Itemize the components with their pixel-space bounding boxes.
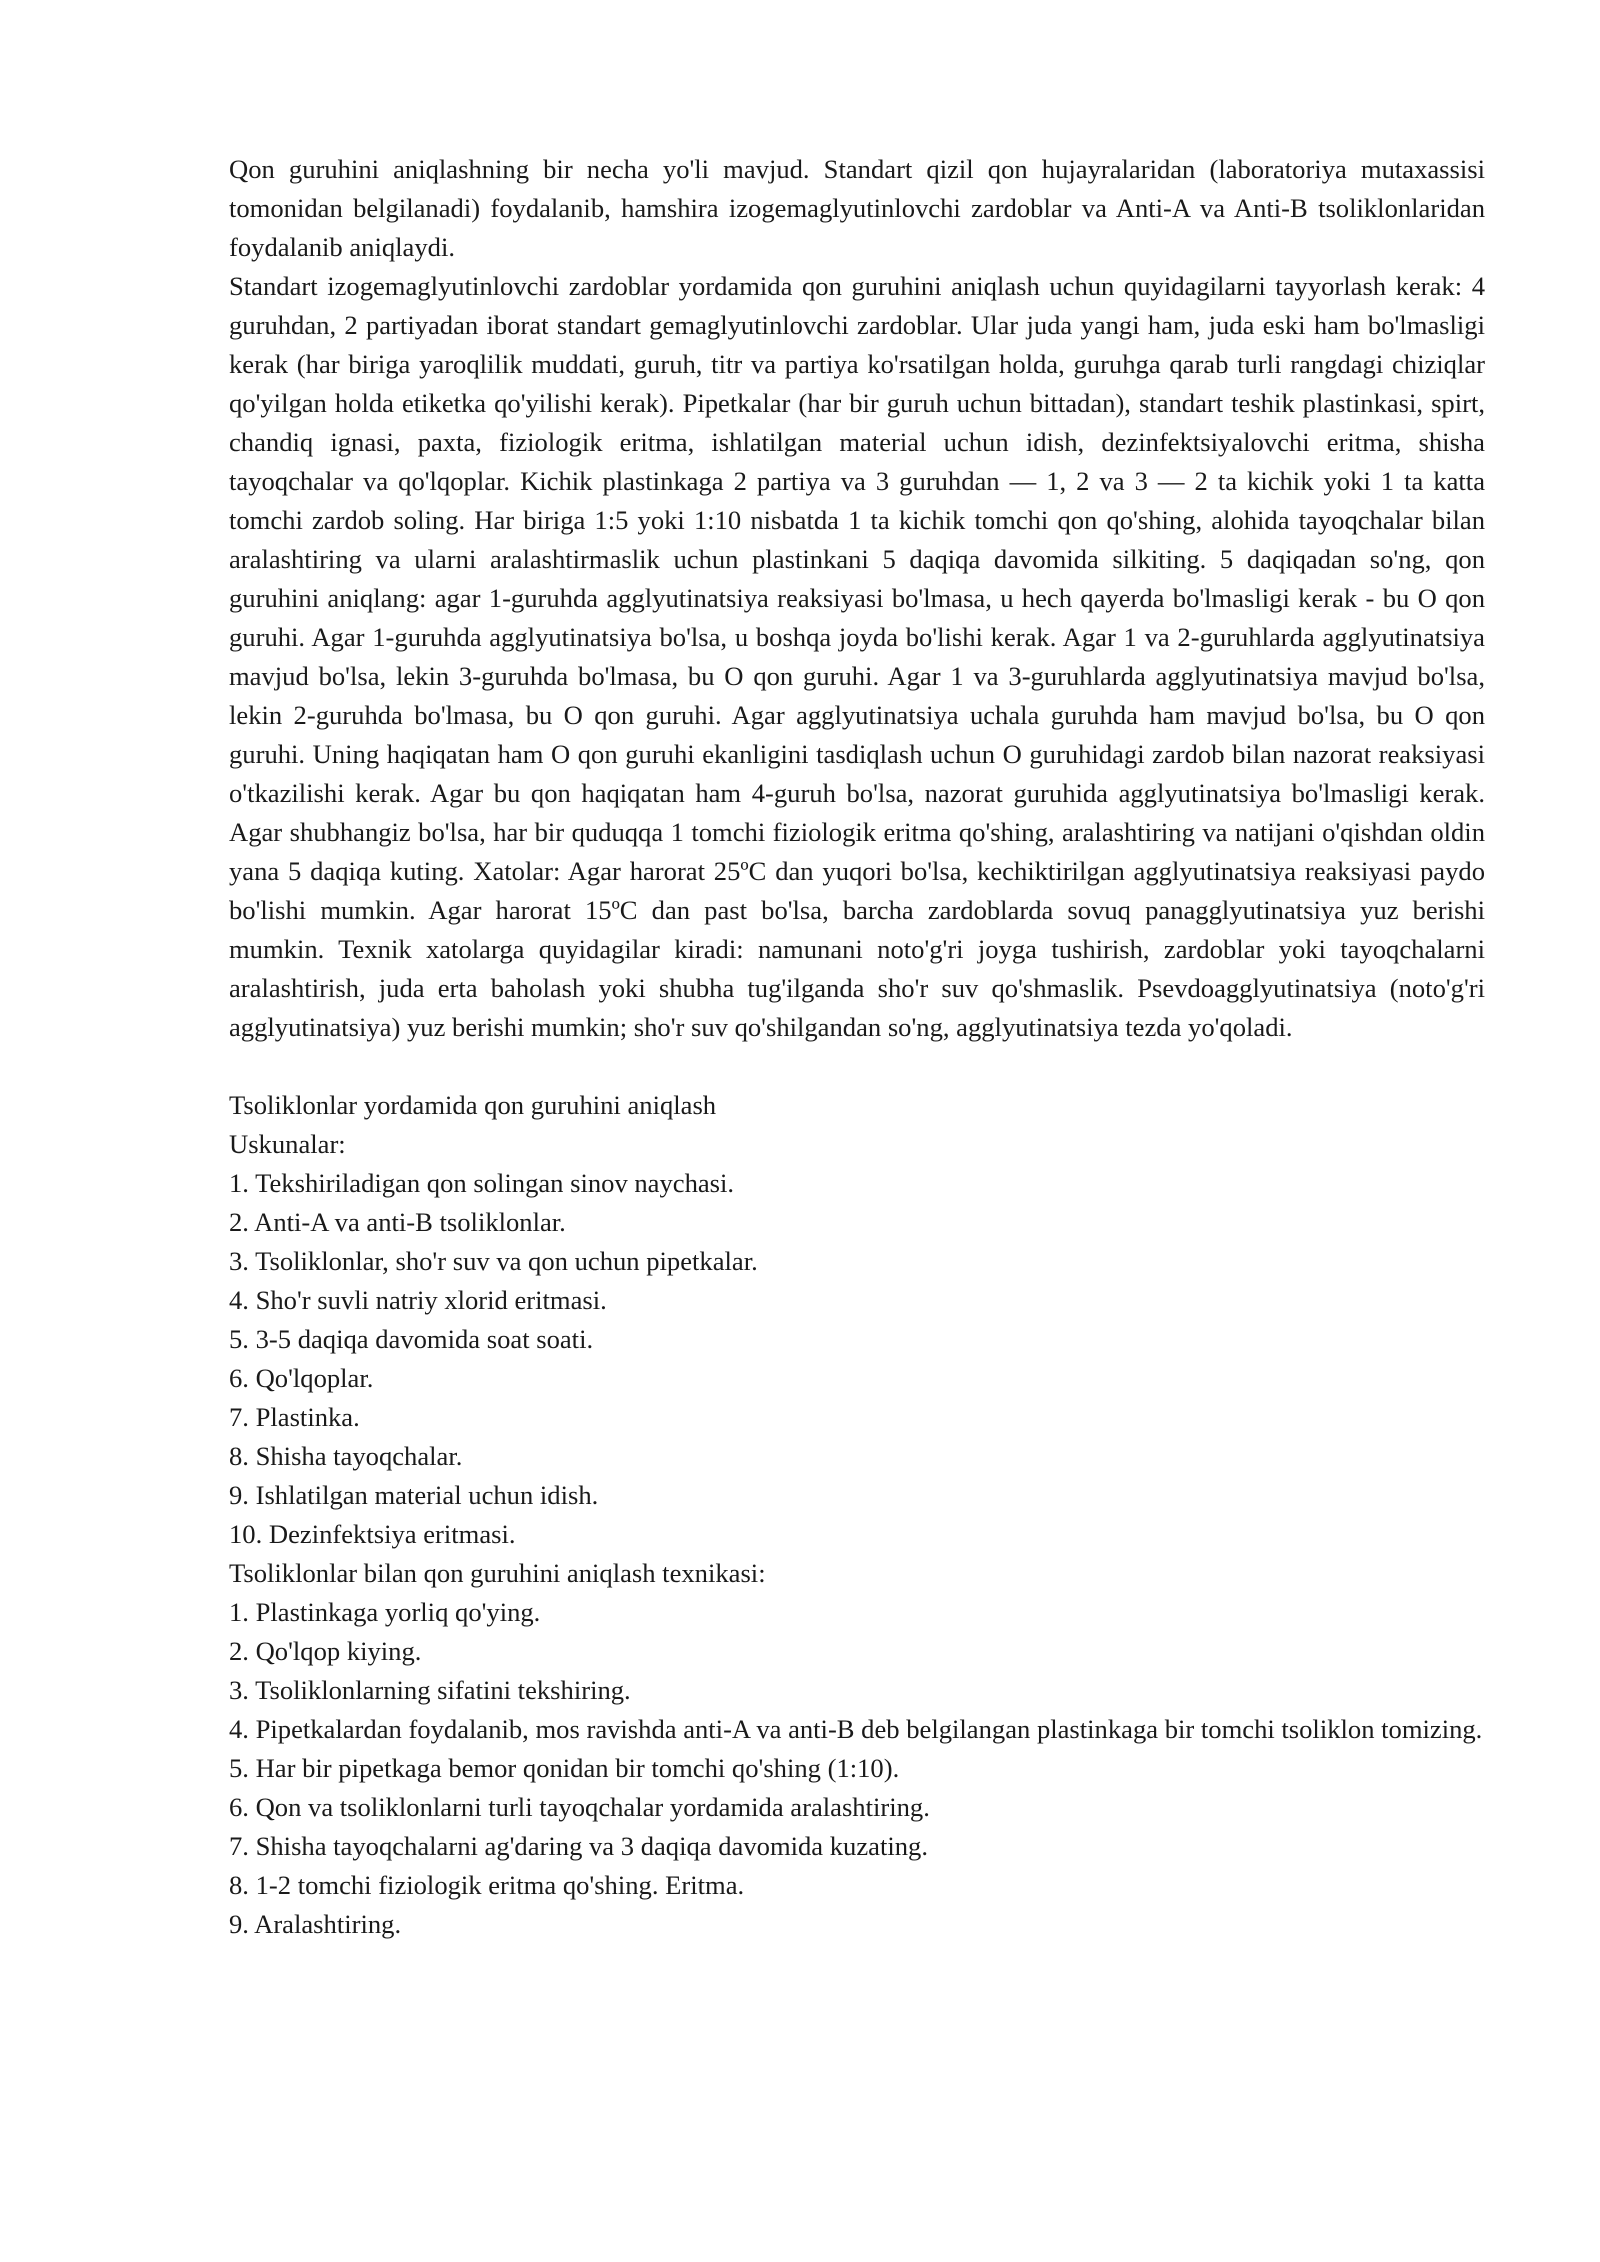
intro-paragraph: Qon guruhini aniqlashning bir necha yo'li mavjud. Standart qizil qon hujayralaridan (laboratoriya mutaxassisi tomonidan belgilanadi) foydalanib, hamshira izogemaglyutinlovchi zardoblar va Anti-A va Anti-B tsoliklonlaridan foydalanib aniqlaydi. (229, 154, 1485, 262)
list-item: 9. Ishlatilgan material uchun idish. (229, 1480, 599, 1510)
technique-list (229, 1593, 1485, 1944)
list-item: 7. Shisha tayoqchalarni ag'daring va 3 daqiqa davomida kuzating. (229, 1831, 928, 1861)
list-item: 1. Tekshiriladigan qon solingan sinov naychasi. (229, 1168, 735, 1198)
list-item: 4. Sho'r suvli natriy xlorid eritmasi. (229, 1285, 607, 1315)
list-item: 6. Qon va tsoliklonlarni turli tayoqchalar yordamida aralashtiring. (229, 1792, 930, 1822)
list-item: 5. Har bir pipetkaga bemor qonidan bir tomchi qo'shing (1:10). (229, 1753, 900, 1783)
list-item: 7. Plastinka. (229, 1402, 360, 1432)
list-item: 9. Aralashtiring. (229, 1909, 402, 1939)
list-item: 3. Tsoliklonlarning sifatini tekshiring. (229, 1675, 631, 1705)
list-item: 6. Qo'lqoplar. (229, 1363, 374, 1393)
list-item: 2. Qo'lqop kiying. (229, 1636, 422, 1666)
list-item: 1. Plastinkaga yorliq qo'ying. (229, 1597, 541, 1627)
blank-line (229, 1047, 1485, 1086)
list-item: 4. Pipetkalardan foydalanib, mos ravishda anti-A va anti-B deb belgilangan plastinkaga bir tomchi tsoliklon tomizing. (229, 1714, 1483, 1744)
document-page (229, 150, 1485, 1944)
serum-method-paragraph: Standart izogemaglyutinlovchi zardoblar yordamida qon guruhini aniqlash uchun quyidagilarni tayyorlash kerak: 4 guruhdan, 2 partiyadan iborat standart gemaglyutinlovchi zardoblar. Ular juda yangi ham, juda eski ham bo'lmasligi kerak (har biriga yaroqlilik muddati, guruh, titr va partiya ko'rsatilgan holda, guruhga qarab turli rangdagi chiziqlar qo'yilgan holda etiketka qo'yilishi kerak). Pipetkalar (har bir guruh uchun bittadan), standart teshik plastinkasi, spirt, chandiq ignasi, paxta, fiziologik eritma, ishlatilgan material uchun idish, dezinfektsiyalovchi eritma, shisha tayoqchalar va qo'lqoplar. Kichik plastinkaga 2 partiya va 3 guruhdan — 1, 2 va 3 — 2 ta kichik yoki 1 ta katta tomchi zardob soling. Har biriga 1:5 yoki 1:10 nisbatda 1 ta kichik tomchi qon qo'shing, alohida tayoqchalar bilan aralashtiring va ularni aralashtirmaslik uchun plastinkani 5 daqiqa davomida silkiting. 5 daqiqadan so'ng, qon guruhini aniqlang: agar 1-guruhda agglyutinatsiya reaksiyasi bo'lmasa, u hech qayerda bo'lmasligi kerak - bu O qon guruhi. Agar 1-guruhda agglyutinatsiya bo'lsa, u boshqa joyda bo'lishi kerak. Agar 1 va 2-guruhlarda agglyutinatsiya mavjud bo'lsa, lekin 3-guruhda bo'lmasa, bu O qon guruhi. Agar 1 va 3-guruhlarda agglyutinatsiya mavjud bo'lsa, lekin 2-guruhda bo'lmasa, bu O qon guruhi. Agar agglyutinatsiya uchala guruhda ham mavjud bo'lsa, bu O qon guruhi. Uning haqiqatan ham O qon guruhi ekanligini tasdiqlash uchun O guruhidagi zardob bilan nazorat reaksiyasi o'tkazilishi kerak. Agar bu qon haqiqatan ham 4-guruh bo'lsa, nazorat guruhida agglyutinatsiya bo'lmasligi kerak. Agar shubhangiz bo'lsa, har bir quduqqa 1 tomchi fiziologik eritma qo'shing, aralashtiring va natijani o'qishdan oldin yana 5 daqiqa kuting. Xatolar: Agar harorat 25ºC dan yuqori bo'lsa, kechiktirilgan agglyutinatsiya reaksiyasi paydo bo'lishi mumkin. Agar harorat 15ºC dan past bo'lsa, barcha zardoblarda sovuq panagglyutinatsiya yuz berishi mumkin. Texnik xatolarga quyidagilar kiradi: namunani noto'g'ri joyga tushirish, zardoblar yoki tayoqchalarni aralashtirish, juda erta baholash yoki shubha tug'ilganda sho'r suv qo'shmaslik. Psevdoagglyutinatsiya (noto'g'ri agglyutinatsiya) yuz berishi mumkin; sho'r suv qo'shilgandan so'ng, agglyutinatsiya tezda yo'qoladi. (229, 271, 1485, 1042)
list-item: 2. Anti-A va anti-B tsoliklonlar. (229, 1207, 566, 1237)
section-title: Tsoliklonlar yordamida qon guruhini aniqlash (229, 1090, 717, 1120)
equipment-heading: Uskunalar: (229, 1129, 346, 1159)
equipment-list (229, 1164, 1485, 1554)
list-item: 8. 1-2 tomchi fiziologik eritma qo'shing. Eritma. (229, 1870, 745, 1900)
list-item: 8. Shisha tayoqchalar. (229, 1441, 463, 1471)
list-item: 10. Dezinfektsiya eritmasi. (229, 1519, 516, 1549)
list-item: 5. 3-5 daqiqa davomida soat soati. (229, 1324, 594, 1354)
list-item: 3. Tsoliklonlar, sho'r suv va qon uchun pipetkalar. (229, 1246, 758, 1276)
technique-heading: Tsoliklonlar bilan qon guruhini aniqlash texnikasi: (229, 1558, 766, 1588)
